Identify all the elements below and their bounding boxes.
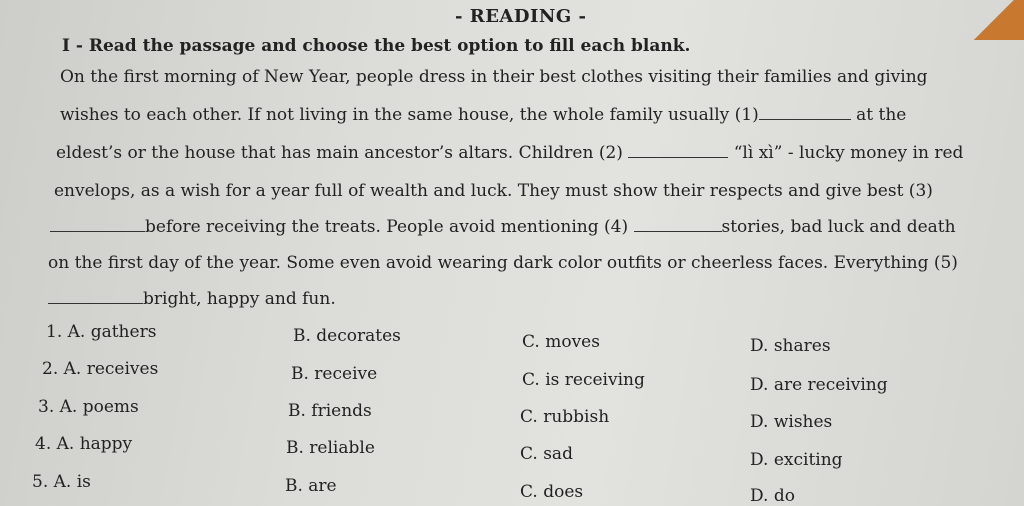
option-5d[interactable]: D. do: [750, 486, 795, 506]
passage-line-7: [48, 288, 336, 310]
question-row-4: [0, 434, 1024, 470]
passage-text: stories, bad luck and death: [721, 217, 956, 237]
passage-text: bright, happy and fun.: [143, 289, 336, 309]
blank-5[interactable]: [48, 302, 143, 304]
passage-line-2: [60, 104, 906, 126]
option-5c[interactable]: C. does: [520, 482, 584, 502]
passage-text: eldest’s or the house that has main ancestor’s altars. Children (2): [56, 143, 623, 163]
passage-text: On the first morning of New Year, people dress in their best clothes visiting their families and giving: [60, 67, 928, 87]
question-row-3: [0, 397, 1024, 432]
passage-line-5: [50, 216, 956, 238]
option-5b[interactable]: B. are: [285, 476, 337, 496]
question-row-2: [0, 359, 1024, 395]
option-2d[interactable]: D. are receiving: [750, 375, 888, 395]
option-1c[interactable]: C. moves: [522, 332, 600, 352]
option-2c[interactable]: C. is receiving: [522, 370, 645, 390]
option-3c[interactable]: C. rubbish: [520, 407, 610, 427]
passage-text: “lì xì” - lucky money in red: [733, 143, 964, 163]
page-corner-decoration: [964, 0, 1024, 40]
option-2a[interactable]: 2. A. receives: [42, 359, 159, 379]
passage-text: envelops, as a wish for a year full of wealth and luck. They must show their respects and give best (3): [54, 181, 933, 201]
option-5a[interactable]: 5. A. is: [32, 472, 91, 492]
passage-line-6: [48, 252, 958, 274]
instruction: I - Read the passage and choose the best option to fill each blank.: [62, 36, 691, 56]
passage-line-3: [56, 142, 963, 164]
passage-line-4: [54, 180, 933, 202]
blank-3[interactable]: [50, 230, 145, 232]
blank-2[interactable]: [628, 156, 728, 158]
option-3d[interactable]: D. wishes: [750, 412, 833, 432]
option-3a[interactable]: 3. A. poems: [38, 397, 139, 417]
option-4b[interactable]: B. reliable: [286, 438, 375, 458]
option-4d[interactable]: D. exciting: [750, 450, 843, 470]
option-2b[interactable]: B. receive: [291, 364, 378, 384]
blank-1[interactable]: [759, 118, 851, 120]
option-4c[interactable]: C. sad: [520, 444, 573, 464]
passage-line-1: [60, 66, 928, 88]
passage-text: before receiving the treats. People avoid mentioning (4): [145, 217, 629, 237]
option-1a[interactable]: 1. A. gathers: [46, 322, 157, 342]
option-3b[interactable]: B. friends: [288, 401, 372, 421]
passage-text: on the first day of the year. Some even avoid wearing dark color outfits or cheerless faces. Everything (5): [48, 253, 958, 273]
blank-4[interactable]: [634, 230, 722, 232]
option-4a[interactable]: 4. A. happy: [35, 434, 133, 454]
section-title: - READING -: [455, 6, 587, 27]
option-1d[interactable]: D. shares: [750, 336, 831, 356]
passage-text: at the: [856, 105, 907, 125]
option-1b[interactable]: B. decorates: [293, 326, 401, 346]
question-row-5: [0, 472, 1024, 506]
question-row-1: [0, 322, 1024, 356]
passage-text: wishes to each other. If not living in the same house, the whole family usually (1): [60, 105, 759, 125]
